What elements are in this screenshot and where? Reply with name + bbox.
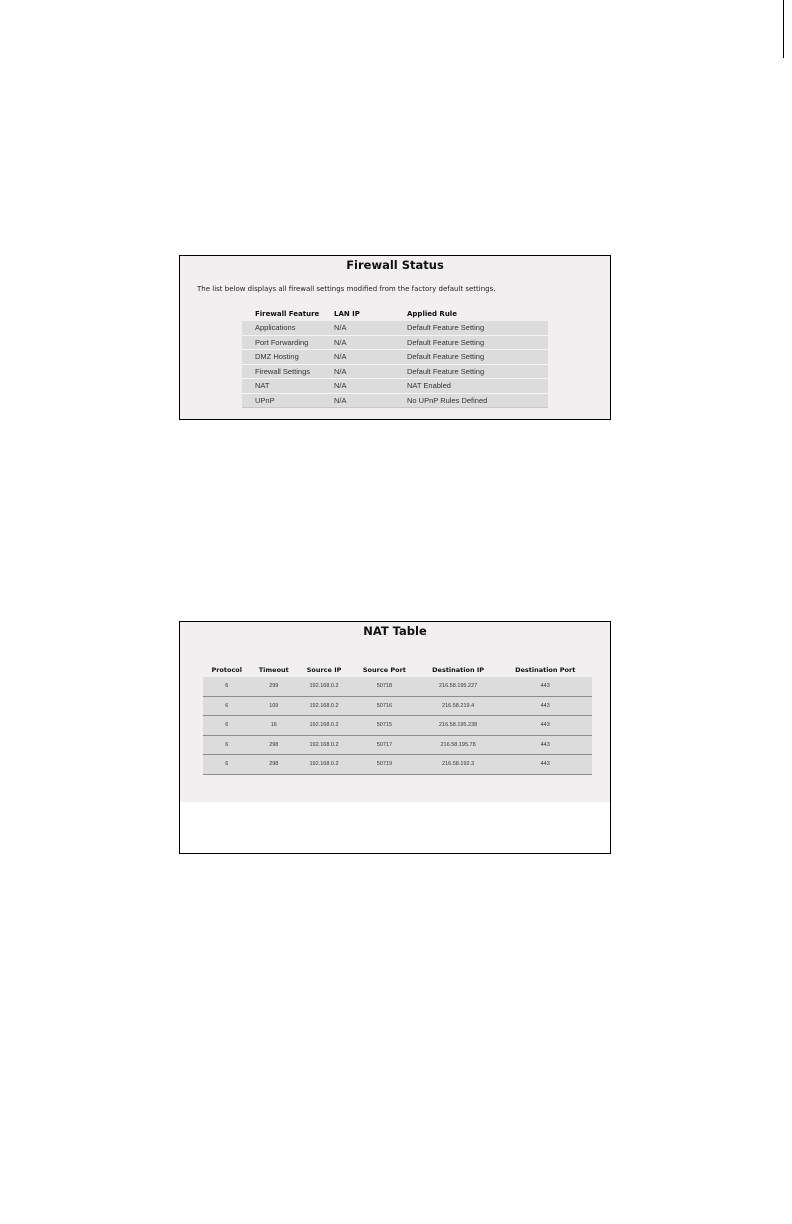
applied-rule-cell: Default Feature Setting <box>394 364 548 379</box>
column-header-lan-ip: LAN IP <box>334 309 360 318</box>
destination-ip-cell: 216.58.195.78 <box>418 735 499 755</box>
column-header-destination-ip: Destination IP <box>432 665 485 674</box>
protocol-cell: 6 <box>203 755 250 775</box>
table-row <box>203 716 592 736</box>
nat-table <box>203 662 592 775</box>
table-header-row <box>203 662 592 677</box>
destination-port-cell: 443 <box>498 677 592 696</box>
lan-ip-cell: N/A <box>321 335 394 350</box>
protocol-cell: 6 <box>203 677 250 696</box>
destination-port-cell: 443 <box>498 735 592 755</box>
firewall-status-table <box>242 306 548 408</box>
source-ip-cell: 192.168.0.2 <box>297 735 351 755</box>
column-header-protocol: Protocol <box>211 665 242 674</box>
destination-ip-cell: 216.58.219.4 <box>418 696 499 716</box>
firewall-feature-cell: Applications <box>242 321 321 335</box>
lan-ip-cell: N/A <box>321 364 394 379</box>
nat-table-title: NAT Table <box>363 624 427 638</box>
firewall-feature-cell: DMZ Hosting <box>242 350 321 365</box>
firewall-feature-cell: UPnP <box>242 393 321 408</box>
timeout-cell: 299 <box>250 677 297 696</box>
table-row <box>203 696 592 716</box>
lan-ip-cell: N/A <box>321 350 394 365</box>
source-port-cell: 50716 <box>351 696 418 716</box>
timeout-cell: 298 <box>250 755 297 775</box>
destination-port-cell: 443 <box>498 716 592 736</box>
source-ip-cell: 192.168.0.2 <box>297 677 351 696</box>
source-ip-cell: 192.168.0.2 <box>297 755 351 775</box>
source-ip-cell: 192.168.0.2 <box>297 696 351 716</box>
firewall-feature-cell: Port Forwarding <box>242 335 321 350</box>
table-row <box>242 335 548 350</box>
destination-ip-cell: 216.58.195.238 <box>418 716 499 736</box>
protocol-cell: 6 <box>203 716 250 736</box>
column-header-destination-port: Destination Port <box>515 665 576 674</box>
table-row <box>242 379 548 394</box>
source-port-cell: 50718 <box>351 677 418 696</box>
table-row <box>242 364 548 379</box>
table-row <box>203 735 592 755</box>
applied-rule-cell: No UPnP Rules Defined <box>394 393 548 408</box>
destination-ip-cell: 216.58.195.227 <box>418 677 499 696</box>
column-header-source-ip: Source IP <box>306 665 342 674</box>
nat-panel-footer-area <box>180 802 610 853</box>
timeout-cell: 16 <box>250 716 297 736</box>
column-header-timeout: Timeout <box>258 665 289 674</box>
lan-ip-cell: N/A <box>321 379 394 394</box>
table-row <box>203 677 592 696</box>
source-port-cell: 50719 <box>351 755 418 775</box>
firewall-feature-cell: Firewall Settings <box>242 364 321 379</box>
table-header-row <box>242 306 548 321</box>
lan-ip-cell: N/A <box>321 321 394 335</box>
destination-ip-cell: 216.58.192.3 <box>418 755 499 775</box>
applied-rule-cell: Default Feature Setting <box>394 350 548 365</box>
page-edge-line <box>783 0 784 58</box>
firewall-status-description: The list below displays all firewall settings modified from the factory default settings. <box>197 285 496 293</box>
table-row <box>203 755 592 775</box>
source-port-cell: 50715 <box>351 716 418 736</box>
table-row <box>242 321 548 335</box>
column-header-applied-rule: Applied Rule <box>407 309 457 318</box>
applied-rule-cell: NAT Enabled <box>394 379 548 394</box>
firewall-feature-cell: NAT <box>242 379 321 394</box>
column-header-firewall-feature: Firewall Feature <box>255 309 320 318</box>
source-port-cell: 50717 <box>351 735 418 755</box>
firewall-status-panel <box>179 255 611 420</box>
column-header-source-port: Source Port <box>362 665 406 674</box>
applied-rule-cell: Default Feature Setting <box>394 335 548 350</box>
firewall-status-title: Firewall Status <box>346 258 444 272</box>
timeout-cell: 109 <box>250 696 297 716</box>
table-row <box>242 350 548 365</box>
destination-port-cell: 443 <box>498 755 592 775</box>
protocol-cell: 6 <box>203 735 250 755</box>
destination-port-cell: 443 <box>498 696 592 716</box>
lan-ip-cell: N/A <box>321 393 394 408</box>
protocol-cell: 6 <box>203 696 250 716</box>
timeout-cell: 298 <box>250 735 297 755</box>
applied-rule-cell: Default Feature Setting <box>394 321 548 335</box>
table-row <box>242 393 548 408</box>
nat-table-panel <box>179 621 611 854</box>
source-ip-cell: 192.168.0.2 <box>297 716 351 736</box>
